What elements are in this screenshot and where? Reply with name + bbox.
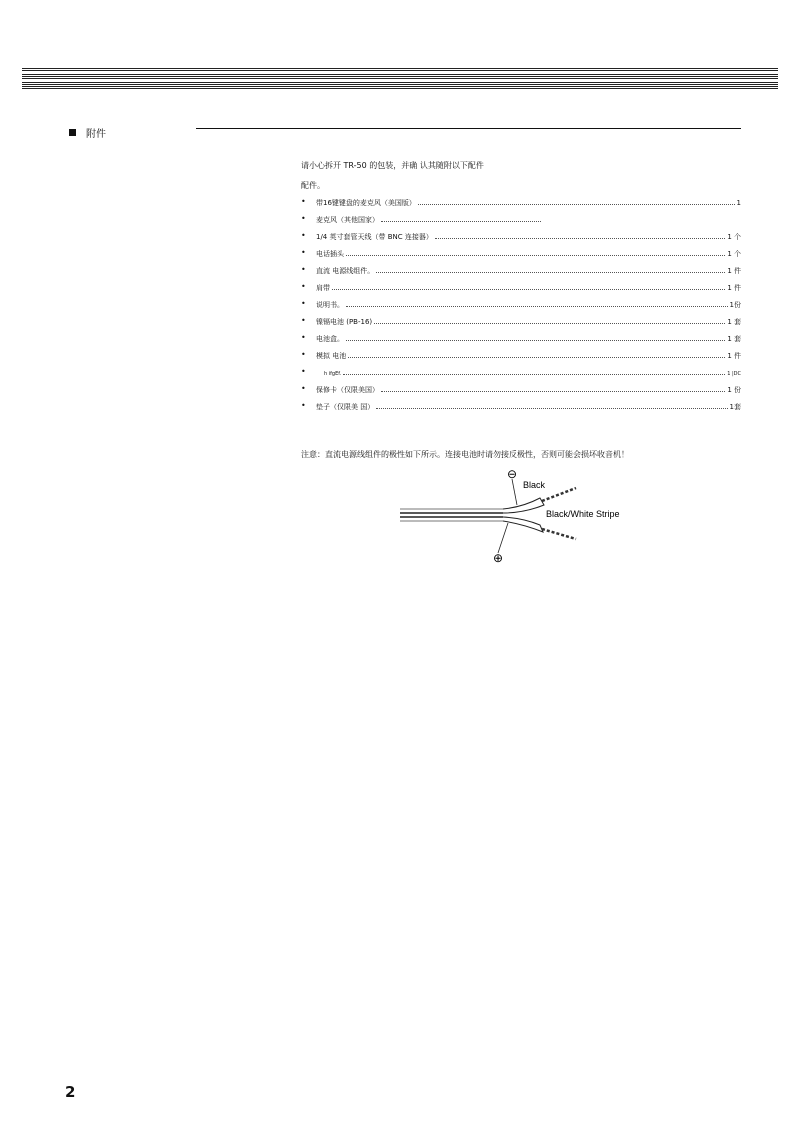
bullet-icon: •	[301, 282, 306, 291]
bullet-icon: •	[301, 401, 306, 410]
accessory-label: 保修卡（仅限美国）	[316, 386, 379, 394]
label-stripe-wire: Black/White Stripe	[546, 509, 620, 519]
dot-leader	[418, 197, 735, 205]
accessory-qty: 1 个	[727, 233, 741, 241]
accessory-item	[301, 282, 741, 299]
section-rule	[196, 128, 741, 129]
accessory-label: 麦克风（其他国家）	[316, 216, 379, 224]
positive-terminal-icon: ⊕	[493, 551, 504, 565]
accessory-qty: 1 件	[727, 284, 741, 292]
intro-line-2: 配件。	[301, 181, 325, 190]
bullet-icon: •	[301, 197, 306, 206]
accessory-label: 模拟 电池	[316, 352, 347, 360]
bullet-icon: •	[301, 248, 306, 257]
bullet-icon: •	[301, 333, 306, 342]
dot-leader	[376, 401, 727, 409]
accessory-item	[301, 214, 741, 231]
accessory-qty: 1 件	[727, 267, 741, 275]
accessory-qty: 1	[736, 199, 741, 207]
power-cord-diagram	[398, 465, 638, 565]
bullet-icon: •	[301, 367, 306, 376]
bullet-icon: •	[301, 350, 306, 359]
dot-leader	[381, 214, 541, 222]
section-title: 附件	[86, 129, 106, 140]
accessory-item	[301, 401, 741, 418]
accessory-item	[301, 333, 741, 350]
accessory-item	[301, 384, 741, 401]
bullet-icon: •	[301, 265, 306, 274]
accessory-list	[301, 197, 741, 418]
accessory-item	[301, 248, 741, 265]
accessory-label: h ifgEf.	[324, 371, 342, 377]
accessory-qty: 1 件	[727, 352, 741, 360]
intro-line-1: 请小心拆开 TR-50 的包装，并确 认其随附以下配件	[301, 161, 484, 170]
accessory-label: 肩带	[316, 284, 330, 292]
accessory-item	[301, 299, 741, 316]
dot-leader	[346, 299, 728, 307]
accessory-item	[301, 231, 741, 248]
accessory-item	[301, 350, 741, 367]
accessory-label: 直流 电源线组件。	[316, 267, 375, 275]
accessory-qty: 1 个	[727, 250, 741, 258]
section-square-icon	[69, 129, 76, 136]
accessory-qty: 1 套	[727, 318, 741, 326]
accessory-qty: 1 份	[727, 386, 741, 394]
dot-leader	[348, 350, 725, 358]
negative-terminal-icon: ⊖	[507, 467, 518, 481]
accessory-item	[301, 367, 741, 384]
dot-leader	[332, 282, 725, 290]
accessory-item	[301, 197, 741, 214]
accessory-label: 说明书。	[316, 301, 344, 309]
accessory-label: 电池盒。	[316, 335, 344, 343]
accessory-item	[301, 316, 741, 333]
accessory-label: 垫子（仅限美 国）	[316, 403, 375, 411]
bullet-icon: •	[301, 214, 306, 223]
accessory-qty: 1 |DC	[727, 371, 741, 377]
accessory-qty: 1套	[729, 403, 741, 411]
accessory-label: 带16键键盘的麦克风（美国版）	[316, 199, 416, 207]
accessory-qty: 1 套	[727, 335, 741, 343]
page-number: 2	[65, 1083, 76, 1101]
dot-leader	[346, 333, 725, 341]
bullet-icon: •	[301, 299, 306, 308]
bullet-icon: •	[301, 384, 306, 393]
bullet-icon: •	[301, 316, 306, 325]
accessory-label: 1/4 英寸套管天线（带 BNC 连接器）	[316, 233, 433, 241]
accessory-qty: 1份	[729, 301, 741, 309]
accessory-label: 镍镉电池 (PB-16)	[316, 318, 373, 326]
accessory-item	[301, 265, 741, 282]
dot-leader	[435, 231, 725, 239]
dot-leader	[381, 384, 725, 392]
header-rule-lines	[22, 68, 778, 90]
bullet-icon: •	[301, 231, 306, 240]
accessory-label: 电话插头	[316, 250, 344, 258]
dot-leader	[346, 248, 725, 256]
dot-leader	[343, 367, 725, 375]
dot-leader	[374, 316, 725, 324]
polarity-note: 注意：直流电源线组件的极性如下所示。连接电池时请勿接反极性，否则可能会损坏收音机！	[301, 450, 629, 459]
label-black-wire: Black	[523, 480, 546, 490]
dot-leader	[376, 265, 725, 273]
